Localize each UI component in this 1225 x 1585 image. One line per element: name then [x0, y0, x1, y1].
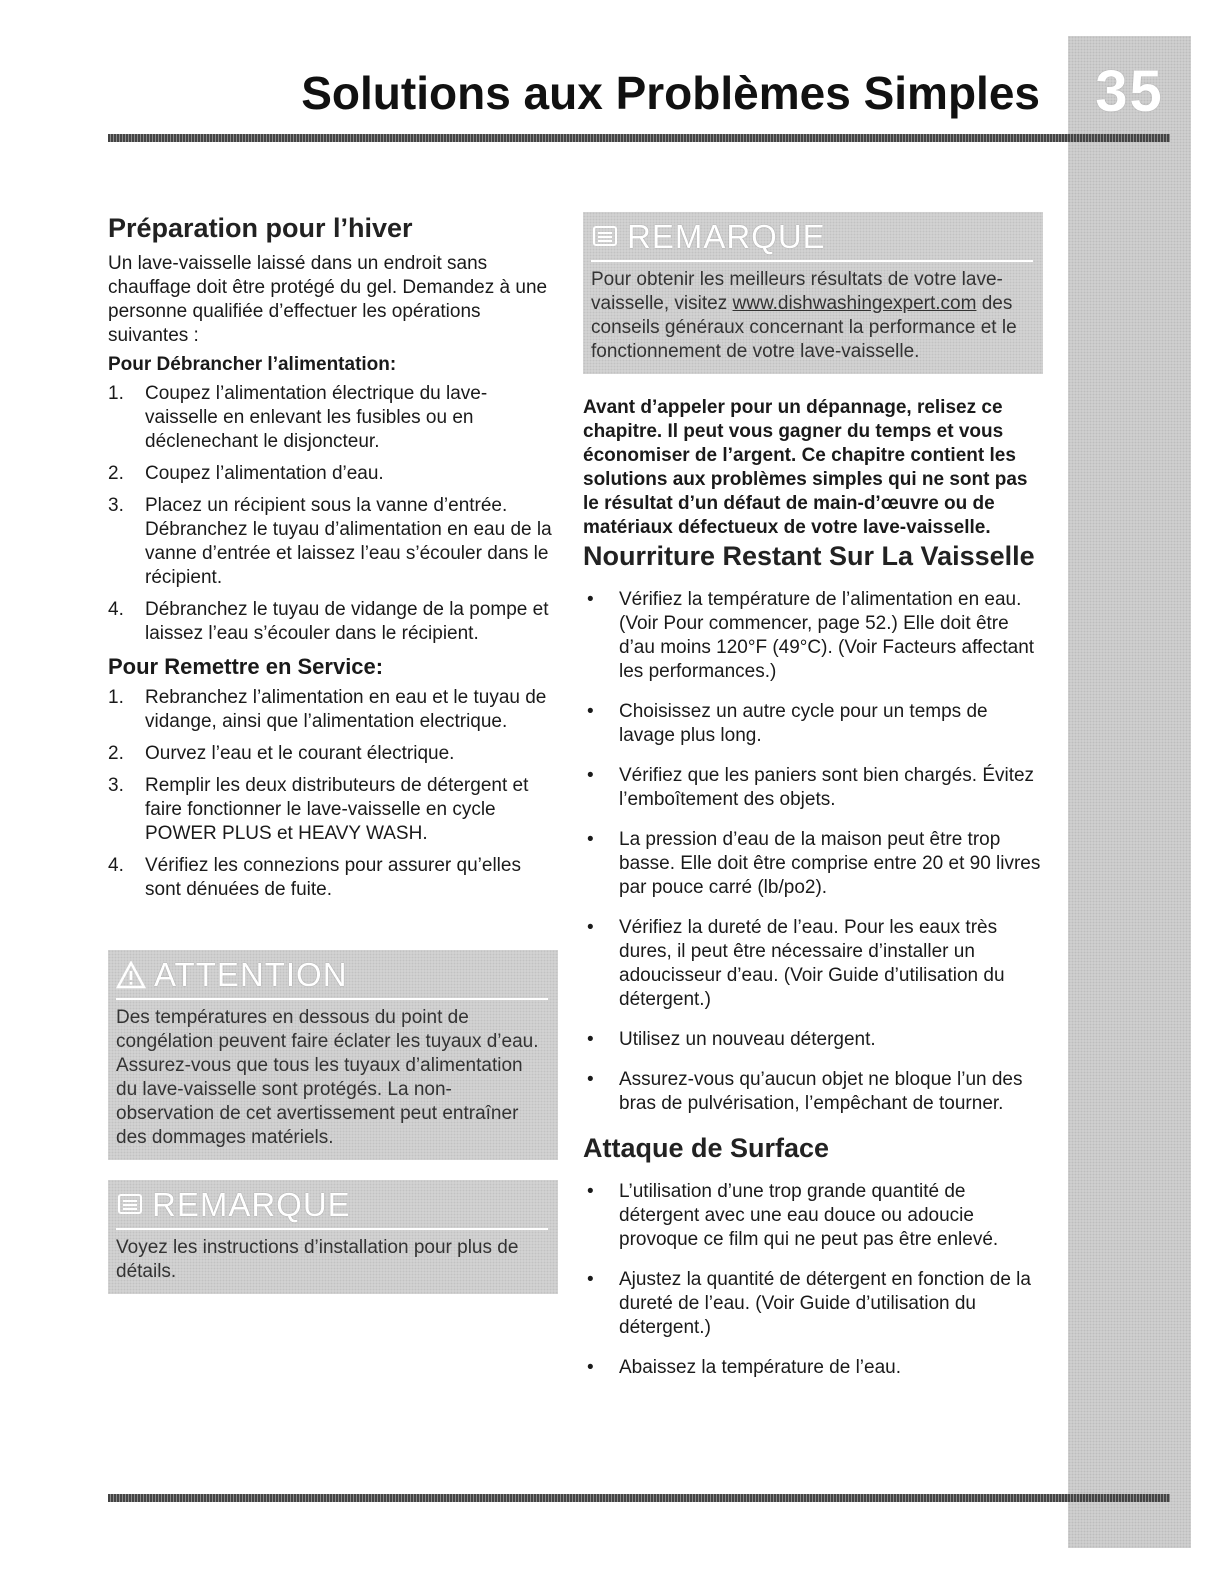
bullet-icon: • — [587, 764, 594, 786]
restore-heading: Pour Remettre en Service: — [108, 653, 384, 679]
list-item — [583, 1028, 1043, 1052]
bullet-text: Vérifiez que les paniers sont bien chargés. Évitez l’emboîtement des objets. — [619, 764, 1035, 810]
list-item — [583, 1268, 1043, 1340]
note-text — [591, 268, 1033, 364]
website-link[interactable]: www.dishwashingexpert.com — [732, 293, 977, 314]
step-text: Coupez l’alimentation électrique du lave-vaisselle en enlevant les fusibles ou en déclenechant le disjoncteur. — [145, 382, 488, 452]
note-title: REMARQUE — [627, 218, 826, 255]
attention-box — [108, 950, 558, 1160]
list-item — [583, 1068, 1043, 1116]
bottom-rule — [108, 1494, 1170, 1502]
left-column — [108, 212, 558, 1294]
step-number: 4. — [108, 598, 124, 620]
note-header — [116, 1186, 548, 1230]
attention-header — [116, 956, 548, 1000]
note-pad-icon — [116, 1192, 144, 1218]
note-text-before: Pour obtenir les meilleurs résultats de votre lave-vaisselle, visitez — [591, 269, 1003, 314]
list-item — [583, 1356, 1043, 1380]
list-item — [108, 774, 558, 846]
list-item — [108, 598, 558, 646]
right-column — [583, 212, 1043, 1396]
bullet-icon: • — [587, 916, 594, 938]
step-text: Ourvez l’eau et le courant électrique. — [145, 742, 455, 764]
food-bullets — [583, 588, 1043, 1116]
bullet-icon: • — [587, 1068, 594, 1090]
top-rule — [108, 134, 1170, 142]
note-text-after: des conseils généraux concernant la performance et le fonctionnement de votre lave-vaisselle. — [591, 293, 1017, 362]
step-text: Vérifiez les connezions pour assurer qu’elles sont dénuées de fuite. — [145, 854, 521, 900]
step-number: 1. — [108, 382, 124, 404]
note-title: REMARQUE — [152, 1185, 351, 1223]
disconnect-steps — [108, 382, 558, 646]
step-text: Rebranchez l’alimentation en eau et le tuyau de vidange, ainsi que l’alimentation electrique. — [145, 686, 547, 732]
bullet-icon: • — [587, 1028, 594, 1050]
step-number: 4. — [108, 854, 124, 876]
list-item — [108, 494, 558, 590]
step-number: 2. — [108, 742, 124, 764]
surface-heading: Attaque de Surface — [583, 1132, 830, 1163]
attention-title: ATTENTION — [154, 955, 348, 993]
step-number: 3. — [108, 774, 124, 796]
list-item — [583, 1180, 1043, 1252]
service-intro: Avant d’appeler pour un dépannage, relisez ce chapitre. Il peut vous gagner du temps et vous économiser de l’argent. Ce chapitre contient les solutions aux problèmes simples qui ne sont pas le résultat d’un défaut de main-d’œuvre ou de matériaux défectueux de votre lave-vaisselle. — [583, 397, 1028, 538]
step-text: Placez un récipient sous la vanne d’entrée. Débranchez le tuyau d’alimentation en eau de la vanne d’entrée et laissez l’eau s’écouler dans le récipient. — [145, 494, 552, 588]
list-item — [108, 382, 558, 454]
list-item — [108, 854, 558, 902]
list-item — [583, 916, 1043, 1012]
list-item — [108, 742, 558, 766]
page-number: 35 — [1095, 59, 1164, 124]
bullet-text: Vérifiez la dureté de l’eau. Pour les eaux très dures, il peut être nécessaire d’installer un adoucisseur d’eau. (Voir Guide d’utilisation du détergent.) — [619, 916, 1005, 1010]
note-header — [591, 218, 1033, 262]
winter-intro: Un lave-vaisselle laissé dans un endroit sans chauffage doit être protégé du gel. Demandez à une personne qualifiée d’effectuer les opérations suivantes : — [108, 252, 548, 346]
step-text: Coupez l’alimentation d’eau. — [145, 462, 384, 484]
bullet-text: L’utilisation d’une trop grande quantité de détergent avec une eau douce ou adoucie provoque ce film qui ne peut pas être enlevé. — [619, 1180, 999, 1250]
step-number: 3. — [108, 494, 124, 516]
note-box-left — [108, 1180, 558, 1294]
list-item — [108, 686, 558, 734]
surface-bullets — [583, 1180, 1043, 1380]
bullet-icon: • — [587, 828, 594, 850]
bullet-text: Assurez-vous qu’aucun objet ne bloque l’un des bras de pulvérisation, l’empêchant de tourner. — [619, 1068, 1023, 1114]
bullet-text: Choisissez un autre cycle pour un temps de lavage plus long. — [619, 700, 988, 746]
note-text: Voyez les instructions d’installation pour plus de détails. — [116, 1236, 519, 1282]
bullet-text: La pression d’eau de la maison peut être trop basse. Elle doit être comprise entre 20 et 90 livres par pouce carré (lb/po2). — [619, 828, 1041, 898]
restore-steps — [108, 686, 558, 902]
disconnect-heading: Pour Débrancher l’alimentation: — [108, 353, 397, 375]
note-box-right — [583, 212, 1043, 374]
list-item — [583, 700, 1043, 748]
step-number: 2. — [108, 462, 124, 484]
list-item — [583, 588, 1043, 684]
bullet-icon: • — [587, 700, 594, 722]
bullet-icon: • — [587, 1180, 594, 1202]
bullet-text: Ajustez la quantité de détergent en fonction de la dureté de l’eau. (Voir Guide d’utilisation du détergent.) — [619, 1268, 1031, 1338]
attention-text: Des températures en dessous du point de congélation peuvent faire éclater les tuyaux d’eau. Assurez-vous que tous les tuyaux d’alimentation du lave-vaisselle sont protégés. La non-observation de cet avertissement peut entraîner des dommages matériels. — [116, 1006, 539, 1148]
winter-heading: Préparation pour l’hiver — [108, 213, 413, 243]
step-text: Remplir les deux distributeurs de détergent et faire fonctionner le lave-vaisselle en cycle POWER PLUS et HEAVY WASH. — [145, 774, 529, 844]
bullet-text: Vérifiez la température de l’alimentation en eau. (Voir Pour commencer, page 52.) Elle doit être d’au moins 120°F (49°C). (Voir Facteurs affectant les performances.) — [619, 588, 1035, 682]
page-title: Solutions aux Problèmes Simples — [301, 67, 1040, 119]
note-pad-icon — [591, 224, 619, 250]
list-item — [583, 764, 1043, 812]
warning-triangle-icon — [116, 961, 146, 989]
step-number: 1. — [108, 686, 124, 708]
bullet-icon: • — [587, 588, 594, 610]
step-text: Débranchez le tuyau de vidange de la pompe et laissez l’eau s’écouler dans le récipient. — [145, 598, 549, 644]
food-heading: Nourriture Restant Sur La Vaisselle — [583, 541, 1035, 571]
bullet-text: Abaissez la température de l’eau. — [619, 1356, 901, 1378]
bullet-text: Utilisez un nouveau détergent. — [619, 1028, 876, 1050]
list-item — [108, 462, 558, 486]
side-tab — [1068, 36, 1191, 1548]
list-item — [583, 828, 1043, 900]
bullet-icon: • — [587, 1356, 594, 1378]
bullet-icon: • — [587, 1268, 594, 1290]
